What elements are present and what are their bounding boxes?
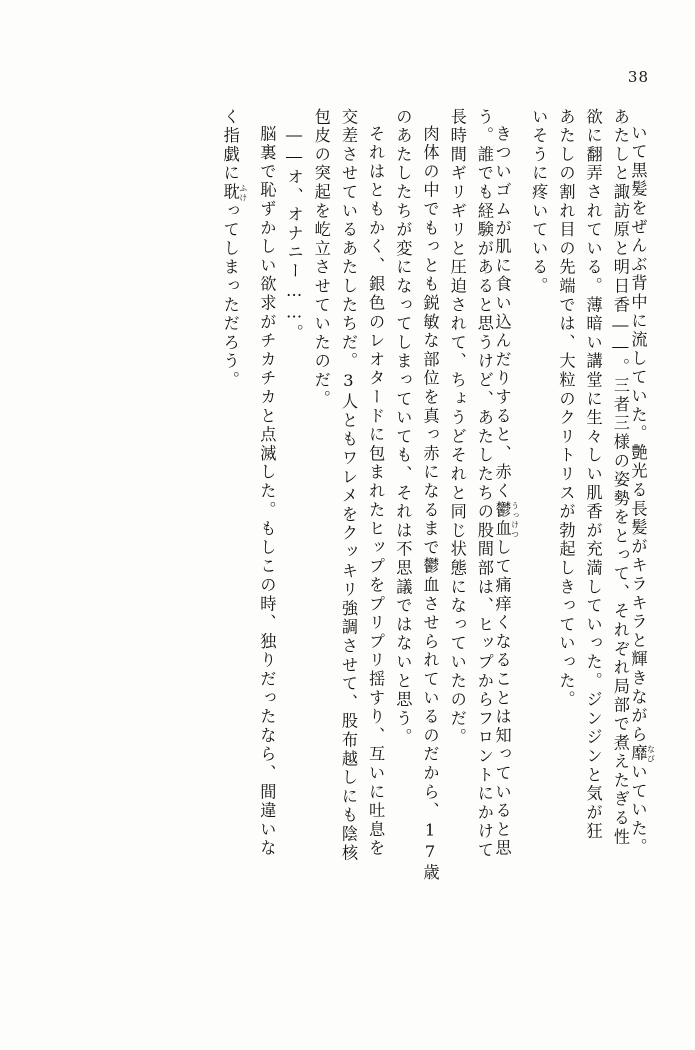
ruby-annotation: 鬱血 うっけつ xyxy=(492,501,520,539)
ruby-annotation: 耽 ふけ xyxy=(220,183,248,203)
text-column: 肉体の中でもっとも鋭敏な部位を真っ赤になるまで鬱血させられているのだから、17歳 xyxy=(420,125,440,883)
page-number: 38 xyxy=(627,68,649,86)
text-column: 長時間ギリギリと圧迫されて、ちょうどそれと同じ状態になっていたのだ。 xyxy=(447,108,467,748)
text-column: いそうに疼いている。 xyxy=(529,108,549,296)
text-column: あたしと諏訪原と明日香――。三者三様の姿勢をとって、それぞれ局部で煮えたぎる性 xyxy=(610,108,630,847)
text-column: いて黒髪をぜんぶ背中に流していた。艶光る長髪がキラキラと輝きながら靡 なびいていた。 xyxy=(628,124,656,858)
text-column: ――オ、オナニー……。 xyxy=(284,125,304,343)
text-column: 交差させているあたしたちだ。3人ともワレメをクッキリ強調させて、股布越しにも陰核 xyxy=(338,108,358,863)
text-column: それはともかく、銀色のレオタードに包まれたヒップをプリプリ揺すり、互いに吐息を xyxy=(366,125,386,859)
text-column: きついゴムが肌に食い込んだりすると、赤く鬱血 うっけつして痛痒くなることは知っていると思 xyxy=(492,125,520,859)
text-column: 欲に翻弄されている。薄暗い講堂に生々しい肌香が充満していった。ジンジンと気が狂 xyxy=(583,108,603,842)
text-column: あたしの割れ目の先端では、大粒のクリトリスが勃起しきっていった。 xyxy=(556,108,576,710)
ruby-annotation: 靡 なび xyxy=(628,744,656,764)
text-column: 脳裏で恥ずかしい欲求がチカチカと点滅した。もしこの時、独りだったなら、間違いな xyxy=(257,125,277,859)
text-column: く指戯に耽 ふけってしまっただろう。 xyxy=(220,108,248,391)
vertical-text-body xyxy=(44,108,655,1024)
text-column: 包皮の突起を屹立させていたのだ。 xyxy=(311,108,331,409)
text-column: のあたしたちが変になってしまっていても、それは不思議ではないと思う。 xyxy=(393,108,413,748)
text-column: う。誰でも経験があると思うけど、あたしたちの股間部は、ヒップからフロントにかけて xyxy=(474,108,494,860)
